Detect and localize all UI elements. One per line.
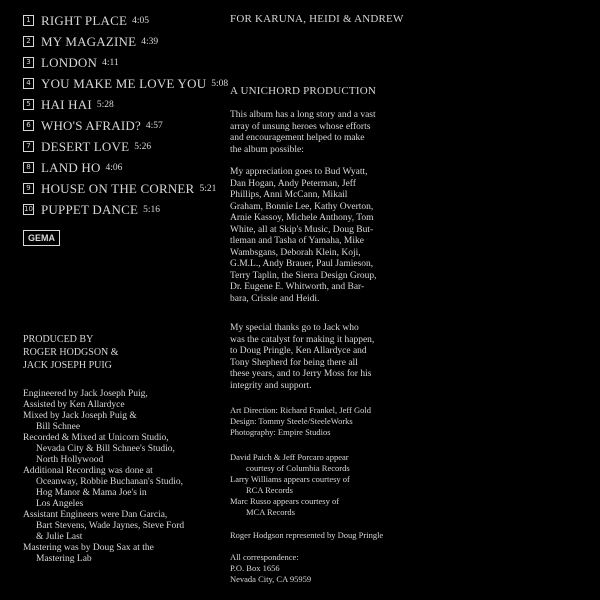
thanks-paragraph (230, 323, 570, 392)
track-row (23, 138, 223, 155)
track-number-box: 2 (23, 36, 34, 47)
paragraph-line: White, all at Skip's Music, Doug But- (230, 224, 374, 235)
paragraph-line: was the catalyst for making it happen, (230, 334, 375, 345)
correspondence-line: P.O. Box 1656 (230, 563, 280, 573)
track-row (23, 96, 223, 113)
track-number-box: 3 (23, 57, 34, 68)
paragraph-line: Wambsgans, Deborah Klein, Koji, (230, 247, 361, 258)
credit-line: Assistant Engineers were Dan Garcia, (23, 510, 168, 520)
track-title: LAND HO (41, 159, 101, 175)
credit-line: Recorded & Mixed at Unicorn Studio, (23, 433, 169, 443)
track-number-box: 7 (23, 141, 34, 152)
track-row (23, 117, 223, 134)
courtesy-line: David Paich & Jeff Porcaro appear (230, 452, 349, 462)
credit-entry (23, 400, 223, 411)
paragraph-line: Phillips, Anni McCann, Mikail (230, 190, 348, 200)
paragraph-line: Dr. Eugene E. Whitworth, and Bar- (230, 282, 365, 292)
credit-line: Mastering was by Doug Sax at the (23, 543, 154, 553)
intro-paragraph (230, 110, 570, 156)
paragraph-line: My special thanks go to Jack who (230, 323, 359, 333)
credit-line: Assisted by Ken Allardyce (23, 400, 125, 410)
track-number-box: 5 (23, 99, 34, 110)
credit-entry (23, 389, 223, 400)
credit-line: Mixed by Jack Joseph Puig & (23, 411, 137, 421)
paragraph-line: G.M.L., Andy Brauer, Paul Jamieson, (230, 259, 374, 269)
track-row (23, 159, 223, 176)
courtesy-line: MCA Records (246, 507, 295, 517)
art-credit-line: Design: Tommy Steele/SteeleWorks (230, 416, 353, 426)
credit-entry (23, 510, 223, 543)
track-number-box: 6 (23, 120, 34, 131)
track-duration: 4:06 (105, 162, 123, 173)
courtesy-line: Marc Russo appears courtesy of (230, 496, 340, 506)
courtesy-entry (230, 496, 570, 518)
track-duration: 4:05 (132, 15, 149, 26)
track-duration: 4:11 (102, 57, 119, 68)
credit-line: Hog Manor & Mama Joe's in (36, 488, 147, 498)
track-title: YOU MAKE ME LOVE YOU (41, 75, 207, 91)
track-duration: 5:26 (134, 141, 152, 152)
track-duration: 4:57 (145, 120, 163, 131)
track-title: LONDON (41, 54, 98, 70)
credit-line: Mastering Lab (36, 554, 92, 564)
produced-line: ROGER HODGSON & (23, 347, 119, 358)
track-duration: 5:21 (199, 183, 217, 194)
courtesy-entry (230, 452, 570, 474)
paragraph-line: My appreciation goes to Bud Wyatt, (230, 167, 368, 177)
track-title: MY MAGAZINE (41, 33, 137, 49)
paragraph-line: tleman and Tasha of Yamaha, Mike (230, 236, 364, 246)
credit-line: Oceanway, Robbie Buchanan's Studio, (36, 477, 183, 487)
track-row (23, 12, 223, 29)
credit-line: Bill Schnee (36, 422, 81, 432)
gema-logo: GEMA (23, 230, 60, 246)
courtesy-line: courtesy of Columbia Records (246, 463, 350, 473)
representation: Roger Hodgson represented by Doug Pringle (230, 530, 384, 540)
correspondence-line: Nevada City, CA 95959 (230, 574, 312, 584)
produced-line: JACK JOSEPH PUIG (23, 360, 112, 371)
paragraph-line: integrity and support. (230, 380, 312, 391)
track-title: HOUSE ON THE CORNER (41, 180, 195, 196)
paragraph-line: Tony Shepherd for being there all (230, 357, 358, 368)
tracklist-column (23, 12, 229, 246)
credit-entry (23, 466, 223, 510)
paragraph-line: Graham, Bonnie Lee, Kathy Overton, (230, 201, 374, 212)
paragraph-line: Dan Hogan, Andy Peterman, Jeff (230, 178, 356, 189)
track-duration: 5:08 (211, 78, 229, 89)
dedication: FOR KARUNA, HEIDI & ANDREW (230, 13, 404, 25)
paragraph-line: and encouragement helped to make (230, 133, 365, 143)
track-number-box: 4 (23, 78, 34, 89)
paragraph-line: array of unsung heroes whose efforts (230, 121, 371, 132)
track-number-box: 10 (24, 205, 33, 213)
track-title: RIGHT PLACE (41, 12, 128, 28)
paragraph-line: Terry Taplin, the Sierra Design Group, (230, 270, 377, 281)
credit-line: Additional Recording was done at (23, 466, 153, 476)
correspondence-line: All correspondence: (230, 552, 299, 562)
correspondence (230, 552, 570, 585)
track-duration: 5:16 (143, 204, 161, 215)
credit-entry (23, 411, 223, 433)
credit-entry (23, 543, 223, 565)
paragraph-line: to Doug Pringle, Ken Allardyce and (230, 346, 367, 356)
produced-by (23, 333, 213, 372)
courtesy-credits (230, 452, 570, 518)
paragraph-line: the album possible: (230, 144, 304, 155)
courtesy-entry (230, 474, 570, 496)
engineering-credits (23, 389, 223, 565)
appreciation-paragraph (230, 167, 570, 305)
art-credit-line: Art Direction: Richard Frankel, Jeff Gold (230, 405, 372, 415)
produced-line: PRODUCED BY (23, 334, 94, 345)
credit-line: Nevada City & Bill Schnee's Studio, (36, 444, 175, 454)
courtesy-line: RCA Records (246, 485, 293, 495)
credit-entry (23, 433, 223, 466)
track-title: HAI HAI (41, 96, 92, 112)
track-title: PUPPET DANCE (41, 201, 139, 217)
credit-line: North Hollywood (36, 455, 104, 465)
paragraph-line: Arnie Kassoy, Michele Anthony, Tom (230, 213, 374, 223)
paragraph-line: bara, Crissie and Heidi. (230, 293, 320, 304)
track-title: DESERT LOVE (41, 138, 130, 154)
track-row (23, 54, 223, 71)
art-credit-line: Photography: Empire Studios (230, 427, 331, 437)
production-credit: A UNICHORD PRODUCTION (230, 85, 376, 97)
credit-line: Los Angeles (36, 499, 84, 509)
track-row (23, 201, 223, 218)
track-row (23, 33, 223, 50)
paragraph-line: This album has a long story and a vast (230, 110, 376, 120)
track-duration: 4:39 (141, 36, 159, 47)
track-row (23, 75, 229, 92)
tracklist (23, 12, 229, 218)
credit-line: Bart Stevens, Wade Jaynes, Steve Ford (36, 521, 185, 531)
track-row (23, 180, 223, 197)
credit-line: & Julie Last (36, 532, 83, 542)
track-title: WHO'S AFRAID? (41, 117, 141, 133)
art-credits (230, 405, 570, 438)
track-number-box: 8 (23, 162, 34, 173)
track-number-box: 9 (23, 183, 34, 194)
track-number-box: 1 (23, 15, 34, 26)
credit-line: Engineered by Jack Joseph Puig, (23, 389, 148, 399)
courtesy-line: Larry Williams appears courtesy of (230, 474, 350, 484)
paragraph-line: these years, and to Jerry Moss for his (230, 369, 372, 379)
liner-notes-column (230, 12, 590, 25)
track-duration: 5:28 (96, 99, 114, 110)
